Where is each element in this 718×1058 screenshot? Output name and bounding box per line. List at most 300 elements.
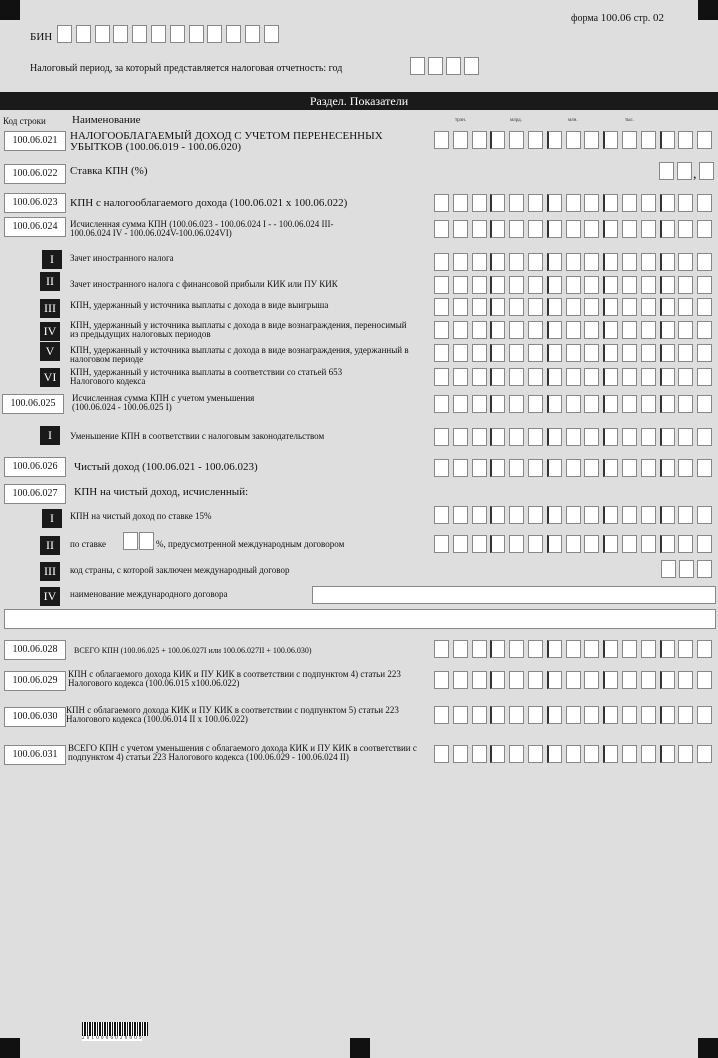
digit-cell[interactable] <box>660 506 675 524</box>
digit-cell[interactable] <box>641 745 656 763</box>
digit-cell[interactable] <box>472 395 487 413</box>
digit-cell[interactable] <box>434 194 449 212</box>
digit-cell[interactable] <box>434 321 449 339</box>
digit-cell[interactable] <box>528 276 543 294</box>
digit-cell[interactable] <box>697 459 712 477</box>
digit-cell[interactable] <box>509 194 524 212</box>
digit-cell[interactable] <box>453 298 468 316</box>
digit-cell[interactable] <box>566 535 581 553</box>
digit-cell[interactable] <box>207 25 222 43</box>
digit-cell[interactable] <box>472 671 487 689</box>
digit-cell[interactable] <box>678 640 693 658</box>
digit-cell[interactable] <box>697 321 712 339</box>
digit-cell[interactable] <box>453 535 468 553</box>
digit-cell[interactable] <box>434 706 449 724</box>
digit-cell[interactable] <box>434 368 449 386</box>
digit-cell[interactable] <box>453 459 468 477</box>
digit-cell[interactable] <box>547 276 562 294</box>
digit-cell[interactable] <box>453 428 468 446</box>
digit-cell[interactable] <box>490 640 505 658</box>
digit-cell[interactable] <box>566 321 581 339</box>
digit-cell[interactable] <box>603 459 618 477</box>
digit-cell[interactable] <box>453 253 468 271</box>
digit-cell[interactable] <box>528 344 543 362</box>
digit-cell[interactable] <box>434 131 449 149</box>
digit-cell[interactable] <box>528 535 543 553</box>
digit-cell[interactable] <box>603 706 618 724</box>
digit-cell[interactable] <box>547 640 562 658</box>
digit-cell[interactable] <box>528 428 543 446</box>
digit-cell[interactable] <box>622 459 637 477</box>
digit-cell[interactable] <box>528 321 543 339</box>
digit-cell[interactable] <box>547 220 562 238</box>
digit-cell[interactable] <box>566 253 581 271</box>
digit-cell[interactable] <box>603 745 618 763</box>
digit-cell[interactable] <box>678 253 693 271</box>
digit-cell[interactable] <box>697 344 712 362</box>
digit-cell[interactable] <box>509 506 524 524</box>
digit-cell[interactable] <box>566 640 581 658</box>
digit-cell[interactable] <box>434 506 449 524</box>
digit-cell[interactable] <box>509 745 524 763</box>
digit-cell[interactable] <box>622 428 637 446</box>
digit-cell[interactable] <box>453 131 468 149</box>
digit-cell[interactable] <box>641 253 656 271</box>
digit-cell[interactable] <box>660 368 675 386</box>
digit-cell[interactable] <box>566 276 581 294</box>
digit-cell[interactable] <box>453 321 468 339</box>
digit-cell[interactable] <box>170 25 185 43</box>
digit-cell[interactable] <box>603 506 618 524</box>
digit-cell[interactable] <box>566 344 581 362</box>
digit-cell[interactable] <box>453 506 468 524</box>
digit-cell[interactable] <box>584 276 599 294</box>
digit-cell[interactable] <box>453 368 468 386</box>
digit-cell[interactable] <box>464 57 479 75</box>
digit-cell[interactable] <box>622 194 637 212</box>
digit-cell[interactable] <box>678 344 693 362</box>
digit-cell[interactable] <box>697 395 712 413</box>
digit-cell[interactable] <box>697 368 712 386</box>
digit-cell[interactable] <box>509 344 524 362</box>
digit-cell[interactable] <box>660 459 675 477</box>
digit-cell[interactable] <box>603 344 618 362</box>
rate-cell[interactable] <box>139 532 154 550</box>
digit-cell[interactable] <box>509 253 524 271</box>
digit-cell[interactable] <box>678 321 693 339</box>
digit-cell[interactable] <box>678 428 693 446</box>
digit-cell[interactable] <box>678 276 693 294</box>
digit-cell[interactable] <box>113 25 128 43</box>
digit-cell[interactable] <box>434 640 449 658</box>
rate-cell[interactable] <box>659 162 674 180</box>
digit-cell[interactable] <box>434 298 449 316</box>
digit-cell[interactable] <box>603 640 618 658</box>
digit-cell[interactable] <box>641 706 656 724</box>
digit-cell[interactable] <box>584 368 599 386</box>
digit-cell[interactable] <box>697 194 712 212</box>
digit-cell[interactable] <box>490 395 505 413</box>
digit-cell[interactable] <box>584 706 599 724</box>
digit-cell[interactable] <box>603 253 618 271</box>
digit-cell[interactable] <box>622 344 637 362</box>
digit-cell[interactable] <box>566 220 581 238</box>
digit-cell[interactable] <box>584 194 599 212</box>
digit-cell[interactable] <box>472 535 487 553</box>
digit-cell[interactable] <box>472 321 487 339</box>
digit-cell[interactable] <box>660 220 675 238</box>
digit-cell[interactable] <box>697 671 712 689</box>
digit-cell[interactable] <box>434 745 449 763</box>
digit-cell[interactable] <box>641 321 656 339</box>
digit-cell[interactable] <box>660 131 675 149</box>
digit-cell[interactable] <box>641 194 656 212</box>
digit-cell[interactable] <box>566 459 581 477</box>
digit-cell[interactable] <box>434 428 449 446</box>
digit-cell[interactable] <box>434 535 449 553</box>
digit-cell[interactable] <box>641 344 656 362</box>
digit-cell[interactable] <box>547 706 562 724</box>
digit-cell[interactable] <box>622 706 637 724</box>
digit-cell[interactable] <box>678 535 693 553</box>
digit-cell[interactable] <box>547 535 562 553</box>
digit-cell[interactable] <box>472 298 487 316</box>
digit-cell[interactable] <box>528 298 543 316</box>
digit-cell[interactable] <box>528 220 543 238</box>
rate-cell[interactable] <box>699 162 714 180</box>
digit-cell[interactable] <box>697 428 712 446</box>
digit-cell[interactable] <box>509 535 524 553</box>
digit-cell[interactable] <box>622 506 637 524</box>
digit-cell[interactable] <box>509 671 524 689</box>
digit-cell[interactable] <box>490 671 505 689</box>
rate-cell[interactable] <box>677 162 692 180</box>
digit-cell[interactable] <box>641 298 656 316</box>
digit-cell[interactable] <box>472 706 487 724</box>
digit-cell[interactable] <box>678 368 693 386</box>
digit-cell[interactable] <box>472 253 487 271</box>
digit-cell[interactable] <box>472 194 487 212</box>
digit-cell[interactable] <box>603 276 618 294</box>
digit-cell[interactable] <box>509 298 524 316</box>
digit-cell[interactable] <box>547 745 562 763</box>
digit-cell[interactable] <box>434 220 449 238</box>
digit-cell[interactable] <box>509 321 524 339</box>
digit-cell[interactable] <box>697 253 712 271</box>
digit-cell[interactable] <box>584 298 599 316</box>
digit-cell[interactable] <box>622 131 637 149</box>
digit-cell[interactable] <box>678 298 693 316</box>
digit-cell[interactable] <box>490 276 505 294</box>
digit-cell[interactable] <box>603 131 618 149</box>
digit-cell[interactable] <box>547 321 562 339</box>
digit-cell[interactable] <box>660 640 675 658</box>
digit-cell[interactable] <box>434 253 449 271</box>
digit-cell[interactable] <box>547 428 562 446</box>
digit-cell[interactable] <box>490 506 505 524</box>
digit-cell[interactable] <box>453 395 468 413</box>
digit-cell[interactable] <box>584 220 599 238</box>
digit-cell[interactable] <box>547 395 562 413</box>
digit-cell[interactable] <box>641 276 656 294</box>
extra-text-field[interactable] <box>4 609 716 629</box>
digit-cell[interactable] <box>509 220 524 238</box>
digit-cell[interactable] <box>490 298 505 316</box>
digit-cell[interactable] <box>226 25 241 43</box>
digit-cell[interactable] <box>622 671 637 689</box>
digit-cell[interactable] <box>490 131 505 149</box>
digit-cell[interactable] <box>472 276 487 294</box>
roman-marker: IV <box>40 322 60 341</box>
digit-cell[interactable] <box>603 395 618 413</box>
digit-cell[interactable] <box>660 298 675 316</box>
digit-cell[interactable] <box>528 671 543 689</box>
digit-cell[interactable] <box>622 253 637 271</box>
digit-cell[interactable] <box>434 459 449 477</box>
digit-cell[interactable] <box>264 25 279 43</box>
digit-cell[interactable] <box>528 506 543 524</box>
digit-cell[interactable] <box>603 321 618 339</box>
digit-cell[interactable] <box>660 344 675 362</box>
digit-cell[interactable] <box>660 671 675 689</box>
digit-cell[interactable] <box>584 253 599 271</box>
digit-cell[interactable] <box>472 428 487 446</box>
digit-cell[interactable] <box>472 640 487 658</box>
digit-cell[interactable] <box>697 535 712 553</box>
treaty-name-field[interactable] <box>312 586 716 604</box>
digit-cell[interactable] <box>453 220 468 238</box>
digit-cell[interactable] <box>603 368 618 386</box>
digit-cell[interactable] <box>678 220 693 238</box>
digit-cell[interactable] <box>490 368 505 386</box>
digit-cell[interactable] <box>584 671 599 689</box>
digit-cell[interactable] <box>453 671 468 689</box>
country-cell[interactable] <box>679 560 694 578</box>
digit-cell[interactable] <box>678 506 693 524</box>
digit-cell[interactable] <box>509 131 524 149</box>
digit-cell[interactable] <box>428 57 443 75</box>
digit-cell[interactable] <box>584 459 599 477</box>
digit-cell[interactable] <box>410 57 425 75</box>
digit-cell[interactable] <box>641 535 656 553</box>
digit-cell[interactable] <box>490 706 505 724</box>
digit-cell[interactable] <box>509 395 524 413</box>
digit-cell[interactable] <box>509 459 524 477</box>
digit-cell[interactable] <box>490 220 505 238</box>
digit-cell[interactable] <box>566 706 581 724</box>
digit-cell[interactable] <box>490 253 505 271</box>
digit-cell[interactable] <box>622 535 637 553</box>
digit-cell[interactable] <box>472 220 487 238</box>
digit-cell[interactable] <box>472 368 487 386</box>
digit-cell[interactable] <box>472 344 487 362</box>
digit-cell[interactable] <box>603 220 618 238</box>
digit-cell[interactable] <box>660 535 675 553</box>
digit-cell[interactable] <box>547 344 562 362</box>
digit-cell[interactable] <box>528 640 543 658</box>
digit-cell[interactable] <box>547 671 562 689</box>
digit-cell[interactable] <box>641 395 656 413</box>
digit-cell[interactable] <box>566 395 581 413</box>
digit-cell[interactable] <box>434 395 449 413</box>
digit-cell[interactable] <box>678 131 693 149</box>
digit-cell[interactable] <box>509 640 524 658</box>
digit-cell[interactable] <box>660 706 675 724</box>
digit-cell[interactable] <box>490 535 505 553</box>
registration-mark-bottom-left <box>0 1038 20 1058</box>
digit-cell[interactable] <box>678 671 693 689</box>
digit-cell[interactable] <box>678 706 693 724</box>
digit-cell[interactable] <box>641 671 656 689</box>
digit-cell[interactable] <box>547 368 562 386</box>
digit-cell[interactable] <box>678 459 693 477</box>
digit-cell[interactable] <box>509 368 524 386</box>
digit-cell[interactable] <box>566 194 581 212</box>
digit-cell[interactable] <box>660 428 675 446</box>
digit-cell[interactable] <box>566 671 581 689</box>
digit-cell[interactable] <box>245 25 260 43</box>
digit-cell[interactable] <box>697 706 712 724</box>
digit-cell[interactable] <box>678 745 693 763</box>
digit-cell[interactable] <box>622 395 637 413</box>
digit-cell[interactable] <box>490 428 505 446</box>
digit-cell[interactable] <box>678 194 693 212</box>
digit-cell[interactable] <box>446 57 461 75</box>
digit-cell[interactable] <box>622 220 637 238</box>
digit-cell[interactable] <box>697 276 712 294</box>
digit-cell[interactable] <box>151 25 166 43</box>
digit-cell[interactable] <box>660 194 675 212</box>
digit-cell[interactable] <box>622 745 637 763</box>
digit-cell[interactable] <box>509 428 524 446</box>
digit-cell[interactable] <box>57 25 72 43</box>
digit-cell[interactable] <box>189 25 204 43</box>
country-cell[interactable] <box>697 560 712 578</box>
digit-cell[interactable] <box>434 344 449 362</box>
digit-cell[interactable] <box>528 395 543 413</box>
digit-cell[interactable] <box>453 344 468 362</box>
digit-cell[interactable] <box>641 506 656 524</box>
digit-cell[interactable] <box>584 321 599 339</box>
digit-cell[interactable] <box>622 368 637 386</box>
digit-cell[interactable] <box>547 194 562 212</box>
digit-cell[interactable] <box>528 368 543 386</box>
digit-cell[interactable] <box>453 276 468 294</box>
digit-cell[interactable] <box>132 25 147 43</box>
digit-cell[interactable] <box>509 276 524 294</box>
digit-cell[interactable] <box>490 321 505 339</box>
digit-cell[interactable] <box>678 395 693 413</box>
digit-cell[interactable] <box>547 131 562 149</box>
digit-cell[interactable] <box>697 131 712 149</box>
digit-cell[interactable] <box>584 640 599 658</box>
rate-cell[interactable] <box>123 532 138 550</box>
digit-cell[interactable] <box>660 276 675 294</box>
digit-cell[interactable] <box>472 506 487 524</box>
digit-cell[interactable] <box>641 459 656 477</box>
digit-cell[interactable] <box>697 220 712 238</box>
digit-cell[interactable] <box>547 459 562 477</box>
digit-cell[interactable] <box>584 745 599 763</box>
digit-cell[interactable] <box>453 194 468 212</box>
digit-cell[interactable] <box>584 506 599 524</box>
digit-cell[interactable] <box>603 671 618 689</box>
digit-cell[interactable] <box>584 535 599 553</box>
digit-cell[interactable] <box>660 745 675 763</box>
digit-cell[interactable] <box>641 368 656 386</box>
digit-cell[interactable] <box>622 298 637 316</box>
digit-cell[interactable] <box>76 25 91 43</box>
digit-cell[interactable] <box>472 459 487 477</box>
digit-cell[interactable] <box>641 428 656 446</box>
digit-cell[interactable] <box>509 706 524 724</box>
digit-cell[interactable] <box>453 706 468 724</box>
digit-cell[interactable] <box>547 298 562 316</box>
digit-cell[interactable] <box>622 640 637 658</box>
digit-cell[interactable] <box>603 194 618 212</box>
country-cell[interactable] <box>661 560 676 578</box>
digit-cell[interactable] <box>697 745 712 763</box>
digit-cell[interactable] <box>490 194 505 212</box>
digit-cell[interactable] <box>603 298 618 316</box>
digit-cell[interactable] <box>566 131 581 149</box>
digit-cell[interactable] <box>528 745 543 763</box>
digit-cell[interactable] <box>566 298 581 316</box>
digit-cell[interactable] <box>528 253 543 271</box>
digit-cell[interactable] <box>641 131 656 149</box>
digit-cell[interactable] <box>472 131 487 149</box>
digit-cell[interactable] <box>490 344 505 362</box>
digit-cell[interactable] <box>584 428 599 446</box>
digit-cell[interactable] <box>434 276 449 294</box>
digit-cell[interactable] <box>434 671 449 689</box>
digit-cell[interactable] <box>528 194 543 212</box>
digit-cell[interactable] <box>566 506 581 524</box>
digit-cell[interactable] <box>528 459 543 477</box>
digit-cell[interactable] <box>547 253 562 271</box>
digit-cell[interactable] <box>490 459 505 477</box>
digit-cell[interactable] <box>603 428 618 446</box>
digit-cell[interactable] <box>490 745 505 763</box>
digit-cell[interactable] <box>566 368 581 386</box>
digit-cell[interactable] <box>95 25 110 43</box>
digit-cell[interactable] <box>584 395 599 413</box>
digit-cell[interactable] <box>660 395 675 413</box>
digit-cell[interactable] <box>566 745 581 763</box>
digit-cell[interactable] <box>472 745 487 763</box>
digit-cell[interactable] <box>697 640 712 658</box>
digit-cell[interactable] <box>697 506 712 524</box>
digit-cell[interactable] <box>528 131 543 149</box>
digit-cell[interactable] <box>603 535 618 553</box>
digit-cell[interactable] <box>453 745 468 763</box>
digit-cell[interactable] <box>528 706 543 724</box>
digit-cell[interactable] <box>641 640 656 658</box>
digit-cell[interactable] <box>622 276 637 294</box>
digit-cell[interactable] <box>566 428 581 446</box>
digit-cell[interactable] <box>584 344 599 362</box>
digit-cell[interactable] <box>584 131 599 149</box>
roman-marker: IV <box>40 587 60 606</box>
digit-cell[interactable] <box>697 298 712 316</box>
digit-cell[interactable] <box>622 321 637 339</box>
digit-cell[interactable] <box>660 321 675 339</box>
digit-cell[interactable] <box>660 253 675 271</box>
digit-cell[interactable] <box>453 640 468 658</box>
roman-marker: III <box>40 299 60 318</box>
digit-cell[interactable] <box>547 506 562 524</box>
digit-cell[interactable] <box>641 220 656 238</box>
